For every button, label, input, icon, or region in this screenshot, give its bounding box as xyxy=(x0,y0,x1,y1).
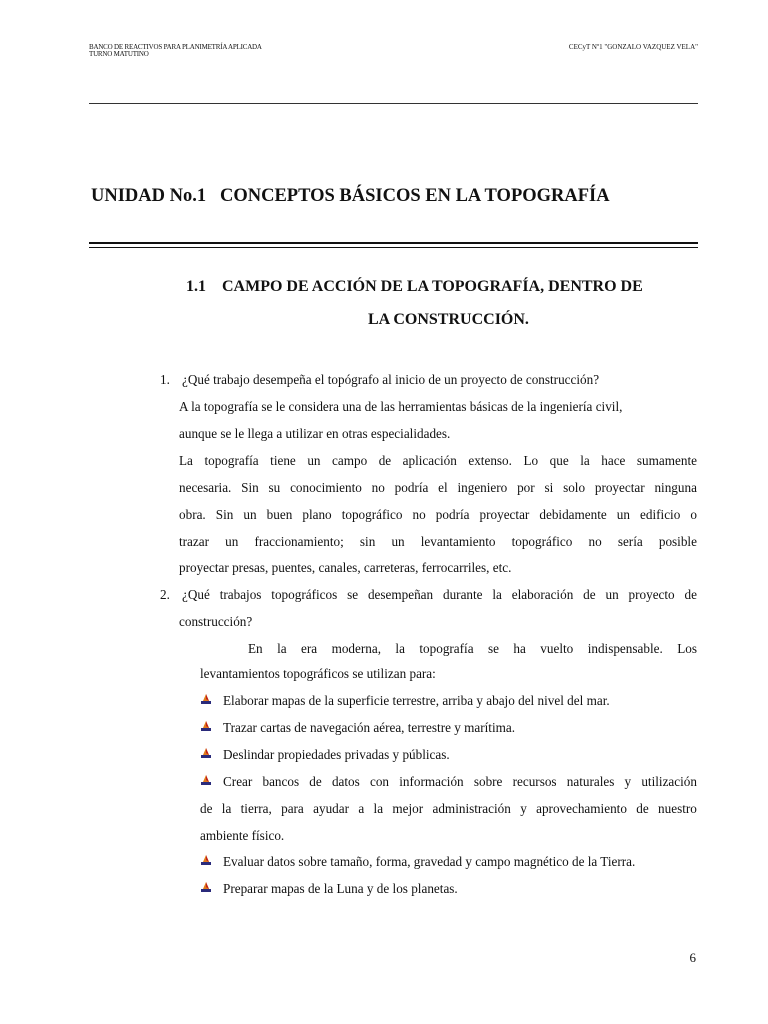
title-rule-thick xyxy=(89,242,698,244)
word: Sin xyxy=(241,480,259,495)
word: topografía xyxy=(419,641,474,656)
word: solo xyxy=(563,480,586,495)
q2-bullet-item: Evaluar datos sobre tamaño, forma, gravedad y campo magnético de la Tierra. xyxy=(223,854,636,869)
word: de xyxy=(200,801,213,816)
q2-intro-line: levantamientos topográficos se utilizan para: xyxy=(200,666,436,681)
header-left-line2: TURNO MATUTINO xyxy=(89,50,149,58)
word: buen xyxy=(266,507,293,522)
word: Los xyxy=(677,641,697,656)
word: tiene xyxy=(270,453,296,468)
word: la xyxy=(492,587,502,602)
word: información xyxy=(399,774,464,789)
word: recursos xyxy=(512,774,557,789)
header-left-line1: BANCO DE REACTIVOS PARA PLANIMETRÍA APLICADA xyxy=(89,43,262,51)
word: si xyxy=(544,480,554,495)
word: ingeniero xyxy=(457,480,508,495)
word: indispensable. xyxy=(587,641,663,656)
word: un xyxy=(225,534,239,549)
q1-number: 1. xyxy=(160,372,170,387)
q2-bullet-item-cont: ambiente físico. xyxy=(200,828,285,843)
word: fraccionamiento; xyxy=(254,534,344,549)
title-rule-thin xyxy=(89,247,698,248)
word: de xyxy=(378,453,392,468)
word: naturales xyxy=(566,774,615,789)
word: trabajos xyxy=(219,587,262,602)
word: bancos xyxy=(262,774,300,789)
q2-bullet-item: Deslindar propiedades privadas y públicas. xyxy=(223,747,450,762)
section-heading-line1: 1.1 CAMPO DE ACCIÓN DE LA TOPOGRAFÍA, DENTRO DE xyxy=(186,278,643,295)
word: para xyxy=(281,801,304,816)
word: ayudar xyxy=(313,801,350,816)
word: desempeñan xyxy=(367,587,434,602)
word: la xyxy=(580,453,590,468)
word: no xyxy=(412,507,426,522)
word: administración xyxy=(432,801,511,816)
word: sumamente xyxy=(636,453,697,468)
word: conocimiento xyxy=(290,480,362,495)
word: debidamente xyxy=(539,507,607,522)
q1-answer-line: proyectar presas, puentes, canales, carreteras, ferrocarriles, etc. xyxy=(179,560,512,575)
word: campo xyxy=(332,453,368,468)
q2-bullet-item: Elaborar mapas de la superficie terrestre, arriba y abajo del nivel del mar. xyxy=(223,693,610,708)
word: Lo xyxy=(523,453,539,468)
q2-bullet-item xyxy=(223,774,697,790)
word: la xyxy=(373,801,384,816)
word: proyectar xyxy=(594,480,645,495)
word: proyectar xyxy=(479,507,530,522)
arrow-bullet-icon xyxy=(200,854,212,866)
word: se xyxy=(488,641,499,656)
arrow-bullet-icon xyxy=(200,881,212,893)
q1-answer-line xyxy=(179,534,697,550)
word: utilización xyxy=(641,774,697,789)
word: la xyxy=(395,641,405,656)
word: no xyxy=(371,480,385,495)
header-right: CECyT Nº1 "GONZALO VAZQUEZ VELA" xyxy=(568,43,698,51)
word: hace xyxy=(601,453,626,468)
word: con xyxy=(369,774,390,789)
word: un xyxy=(391,534,405,549)
word: topografía xyxy=(204,453,259,468)
word: un xyxy=(307,453,321,468)
word: ¿Qué xyxy=(182,587,210,602)
word: a xyxy=(358,801,365,816)
word: podría xyxy=(435,507,470,522)
arrow-bullet-icon xyxy=(200,693,212,705)
arrow-bullet-icon xyxy=(200,720,212,732)
word: En xyxy=(248,641,263,656)
word: podría xyxy=(394,480,429,495)
word: sobre xyxy=(473,774,503,789)
word: o xyxy=(690,507,697,522)
word: vuelto xyxy=(540,641,574,656)
word: Crear xyxy=(223,774,253,789)
word: un xyxy=(605,587,619,602)
word: elaboración xyxy=(511,587,574,602)
word: topográficos xyxy=(271,587,338,602)
word: se xyxy=(347,587,359,602)
word: ninguna xyxy=(654,480,697,495)
q1-answer-line: A la topografía se le considera una de las herramientas básicas de la ingeniería civil, xyxy=(179,399,623,414)
section-heading-line2: LA CONSTRUCCIÓN. xyxy=(368,311,529,328)
word: sin xyxy=(359,534,376,549)
word: el xyxy=(438,480,448,495)
word: proyecto xyxy=(628,587,675,602)
word: levantamiento xyxy=(420,534,496,549)
word: posible xyxy=(658,534,697,549)
word: topográfico xyxy=(341,507,403,522)
word: durante xyxy=(442,587,483,602)
word: plano xyxy=(302,507,332,522)
word: era xyxy=(301,641,318,656)
unit-title: UNIDAD No.1 CONCEPTOS BÁSICOS EN LA TOPOGRAFÍA xyxy=(91,186,610,206)
word: tierra, xyxy=(240,801,272,816)
word: ha xyxy=(513,641,526,656)
word: no xyxy=(588,534,602,549)
word: de xyxy=(309,774,322,789)
word: sería xyxy=(617,534,643,549)
word: obra. xyxy=(179,507,206,522)
word: moderna, xyxy=(331,641,381,656)
word: edificio xyxy=(640,507,681,522)
word: de xyxy=(583,587,596,602)
word: la xyxy=(277,641,287,656)
arrow-bullet-icon xyxy=(200,774,212,786)
q2-question xyxy=(182,587,697,603)
word: aplicación xyxy=(402,453,457,468)
word: necesaria. xyxy=(179,480,232,495)
word: extenso. xyxy=(468,453,512,468)
word: un xyxy=(616,507,630,522)
word: La xyxy=(179,453,193,468)
word: nuestro xyxy=(658,801,697,816)
word: topográfico xyxy=(511,534,573,549)
q2-intro-line xyxy=(248,641,697,657)
q1-answer-line xyxy=(179,480,697,496)
word: Sin xyxy=(215,507,234,522)
q2-bullet-item: Trazar cartas de navegación aérea, terrestre y marítima. xyxy=(223,720,516,735)
word: mejor xyxy=(392,801,424,816)
header-left xyxy=(89,44,262,58)
arrow-bullet-icon xyxy=(200,747,212,759)
word: un xyxy=(243,507,257,522)
q2-bullet-item: Preparar mapas de la Luna y de los planetas. xyxy=(223,881,458,896)
q1-answer-line: aunque se le llega a utilizar en otras especialidades. xyxy=(179,426,451,441)
word: su xyxy=(268,480,281,495)
word: y xyxy=(624,774,632,789)
word: por xyxy=(517,480,535,495)
q1-question: ¿Qué trabajo desempeña el topógrafo al inicio de un proyecto de construcción? xyxy=(182,372,600,387)
word: aprovechamiento xyxy=(536,801,627,816)
word: de xyxy=(636,801,649,816)
word: y xyxy=(520,801,527,816)
q1-answer-line xyxy=(179,507,697,523)
page-number: 6 xyxy=(689,950,696,965)
q1-answer-line xyxy=(179,453,697,469)
q2-question-cont: construcción? xyxy=(179,614,253,629)
word: la xyxy=(221,801,232,816)
q2-number: 2. xyxy=(160,587,170,602)
word: de xyxy=(684,587,697,602)
q2-bullet-item-cont xyxy=(200,801,697,817)
word: trazar xyxy=(179,534,210,549)
word: datos xyxy=(331,774,360,789)
word: que xyxy=(549,453,569,468)
header-divider xyxy=(89,103,698,104)
